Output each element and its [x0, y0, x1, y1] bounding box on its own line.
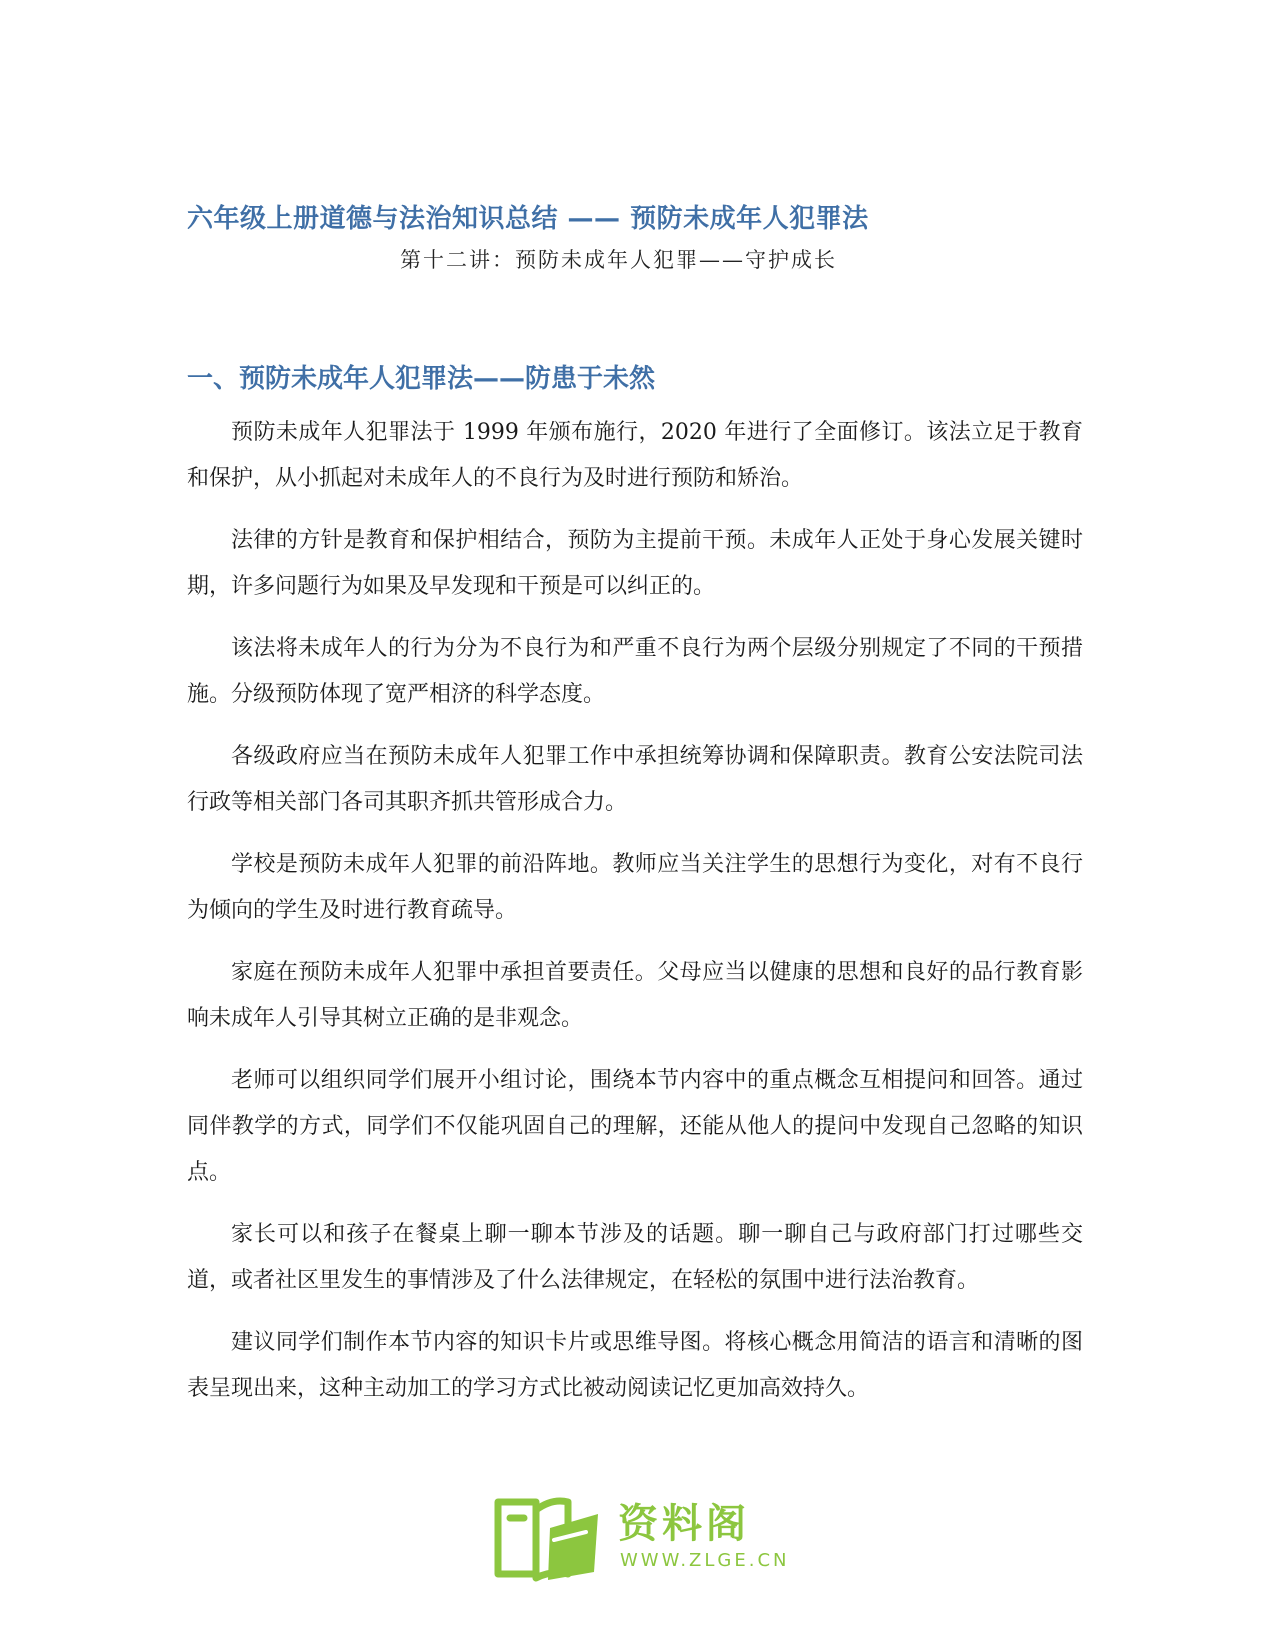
watermark-logo: [490, 1488, 790, 1588]
paragraph: 老师可以组织同学们展开小组讨论，围绕本节内容中的重点概念互相提问和回答。通过同伴教学的方式，同学们不仅能巩固自己的理解，还能从他人的提问中发现自己忽略的知识点。: [187, 1068, 1083, 1185]
document-title: 六年级上册道德与法治知识总结 —— 预防未成年人犯罪法: [187, 204, 869, 234]
paragraph: 建议同学们制作本节内容的知识卡片或思维导图。将核心概念用简洁的语言和清晰的图表呈现出来，这种主动加工的学习方式比被动阅读记忆更加高效持久。: [187, 1330, 1083, 1401]
paragraph: 家庭在预防未成年人犯罪中承担首要责任。父母应当以健康的思想和良好的品行教育影响未成年人引导其树立正确的是非观念。: [187, 960, 1083, 1031]
paragraph: 学校是预防未成年人犯罪的前沿阵地。教师应当关注学生的思想行为变化，对有不良行为倾向的学生及时进行教育疏导。: [187, 852, 1083, 923]
document-subtitle: 第十二讲：预防未成年人犯罪——守护成长: [400, 248, 837, 272]
paragraph: 各级政府应当在预防未成年人犯罪工作中承担统筹协调和保障职责。教育公安法院司法行政等相关部门各司其职齐抓共管形成合力。: [187, 744, 1083, 815]
watermark-name: 资料阁: [618, 1501, 750, 1547]
section-body: [187, 410, 1083, 1428]
paragraph: 该法将未成年人的行为分为不良行为和严重不良行为两个层级分别规定了不同的干预措施。分级预防体现了宽严相济的科学态度。: [187, 636, 1083, 707]
paragraph: 预防未成年人犯罪法于 1999 年颁布施行，2020 年进行了全面修订。该法立足于教育和保护，从小抓起对未成年人的不良行为及时进行预防和矫治。: [187, 420, 1083, 491]
open-book-icon: [490, 1488, 610, 1588]
section-heading: 一、预防未成年人犯罪法——防患于未然: [187, 364, 656, 394]
paragraph: 法律的方针是教育和保护相结合，预防为主提前干预。未成年人正处于身心发展关键时期，许多问题行为如果及早发现和干预是可以纠正的。: [187, 528, 1083, 599]
paragraph: 家长可以和孩子在餐桌上聊一聊本节涉及的话题。聊一聊自己与政府部门打过哪些交道，或者社区里发生的事情涉及了什么法律规定，在轻松的氛围中进行法治教育。: [187, 1222, 1083, 1293]
watermark-url: WWW.ZLGE.CN: [620, 1550, 790, 1571]
